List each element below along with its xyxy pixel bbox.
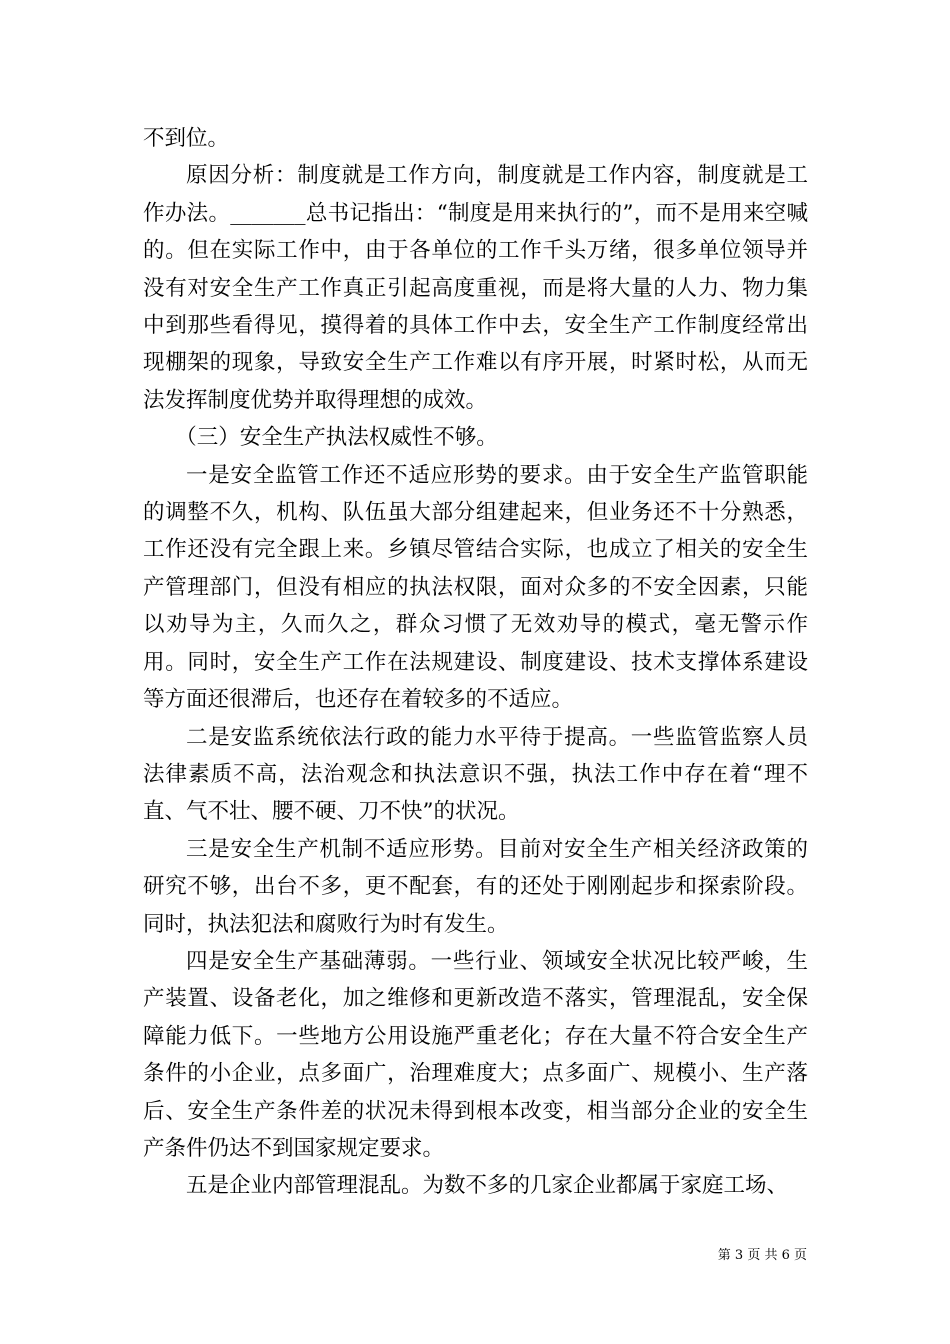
section-heading-3: （三）安全生产执法权威性不够。	[175, 425, 498, 451]
page-number-footer: 第 3 页 共 6 页	[717, 1248, 807, 1263]
paragraph-point-5: 五是企业内部管理混乱。为数不多的几家企业都属于家庭工场、	[186, 1173, 789, 1199]
paragraph-point-2: 二是安监系统依法行政的能力水平待于提高。一些监管监察人员法律素质不高，法治观念和执法意识不强，执法工作中存在着“理不直、气不壮、腰不硬、刀不快”的状况。	[143, 724, 808, 825]
paragraph-continuation: 不到位。	[143, 126, 230, 151]
paragraph-point-1: 一是安全监管工作还不适应形势的要求。由于安全生产监管职能的调整不久，机构、队伍虽大部分组建起来，但业务还不十分熟悉，工作还没有完全跟上来。乡镇尽管结合实际，也成立了相关的安全生产管理部门，但没有相应的执法权限，面对众多的不安全因素，只能以劝导为主，久而久之，群众习惯了无效劝导的模式，毫无警示作用。同时，安全生产工作在法规建设、制度建设、技术支撑体系建设等方面还很滞后，也还存在着较多的不适应。	[143, 462, 808, 713]
paragraph-point-4: 四是安全生产基础薄弱。一些行业、领域安全状况比较严峻，生产装置、设备老化，加之维修和更新改造不落实，管理混乱，安全保障能力低下。一些地方公用设施严重老化；存在大量不符合安全生产条件的小企业，点多面广，治理难度大；点多面广、规模小、生产落后、安全生产条件差的状况未得到根本改变，相当部分企业的安全生产条件仍达不到国家规定要求。	[143, 948, 808, 1161]
paragraph-point-3: 三是安全生产机制不适应形势。目前对安全生产相关经济政策的研究不够，出台不多，更不配套，有的还处于刚刚起步和探索阶段。同时，执法犯法和腐败行为时有发生。	[143, 836, 808, 937]
document-body	[143, 120, 808, 1205]
paragraph-cause-analysis: 原因分析：制度就是工作方向，制度就是工作内容，制度就是工作办法。_______总书记指出：“制度是用来执行的”，而不是用来空喊的。但在实际工作中，由于各单位的工作千头万绪，很多单位领导并没有对安全生产工作真正引起高度重视，而是将大量的人力、物力集中到那些看得见，摸得着的具体工作中去，安全生产工作制度经常出现棚架的现象，导致安全生产工作难以有序开展，时紧时松，从而无法发挥制度优势并取得理想的成效。	[143, 163, 808, 413]
